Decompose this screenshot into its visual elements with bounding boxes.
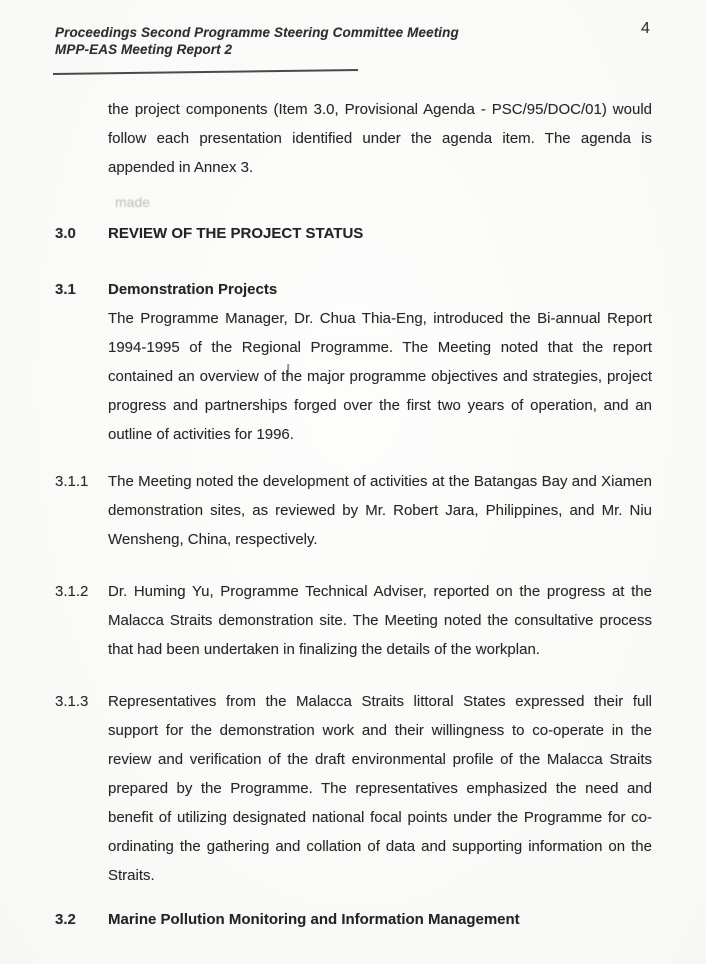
header-title-line1: Proceedings Second Programme Steering Committee Meeting	[55, 25, 459, 40]
section-body: The Programme Manager, Dr. Chua Thia-Eng, introduced the Bi-annual Report 1994-1995 of the Regional Programme. The Meeting noted that the report contained an overview of the major programme objectives and strategies, project progress and partnerships forged over the first two years of operation, and an outline of activities for 1996.	[108, 310, 652, 443]
section-3-0	[55, 219, 652, 248]
section-3-1-2	[55, 577, 652, 664]
section-body: Representatives from the Malacca Straits littoral States expressed their full support for the demonstration work and their willingness to co-operate in the review and verification of the draft environmental profile of the Malacca Straits prepared by the Programme. The representatives emphasized the need and benefit of utilizing designated national focal points under the Programme for co-ordinating the gathering and collation of data and supporting information on the Straits.	[108, 693, 652, 884]
section-3-1-3	[55, 687, 652, 890]
section-heading: REVIEW OF THE PROJECT STATUS	[108, 225, 364, 242]
page-number: 4	[641, 20, 650, 37]
section-3-1	[55, 275, 652, 449]
section-number: 3.1.1	[55, 473, 89, 490]
header-title-line2: MPP-EAS Meeting Report 2	[55, 42, 233, 57]
document-body	[55, 0, 652, 934]
section-number: 3.0	[55, 225, 76, 242]
section-3-2	[55, 905, 652, 934]
section-number: 3.2	[55, 911, 76, 928]
intro-paragraph: the project components (Item 3.0, Provisional Agenda - PSC/95/DOC/01) would follow each presentation identified under the agenda item. The agenda is appended in Annex 3.	[108, 101, 652, 176]
section-number: 3.1.2	[55, 583, 89, 600]
section-number: 3.1	[55, 281, 76, 298]
section-heading: Marine Pollution Monitoring and Information Management	[108, 911, 520, 928]
section-body: The Meeting noted the development of activities at the Batangas Bay and Xiamen demonstration sites, as reviewed by Mr. Robert Jara, Philippines, and Mr. Niu Wensheng, China, respectively.	[108, 473, 652, 548]
section-3-1-1	[55, 467, 652, 554]
scan-artifact-text: made	[115, 194, 151, 210]
section-body: Dr. Huming Yu, Programme Technical Adviser, reported on the progress at the Malacca Straits demonstration site. The Meeting noted the consultative process that had been undertaken in finalizing the details of the workplan.	[108, 583, 652, 658]
section-heading: Demonstration Projects	[108, 281, 278, 298]
section-number: 3.1.3	[55, 693, 89, 710]
